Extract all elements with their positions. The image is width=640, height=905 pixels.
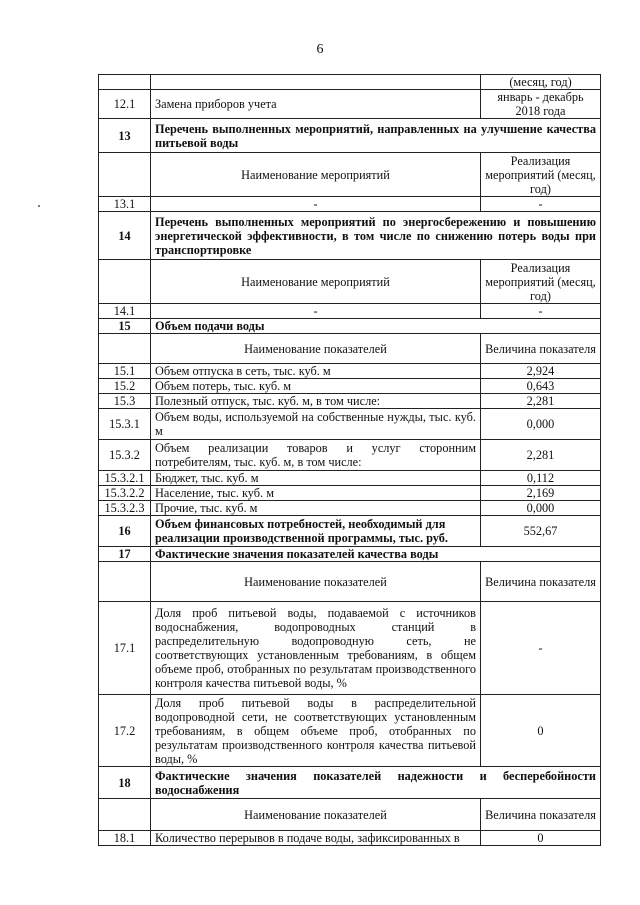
row-name: [151, 75, 481, 90]
table-row: [99, 364, 601, 379]
column-header-name: Наименование показателей: [151, 562, 481, 602]
section-title: Перечень выполненных мероприятий, направленных на улучшение качества питьевой воды: [151, 119, 601, 153]
table-row: [99, 440, 601, 471]
row-name: Полезный отпуск, тыс. куб. м, в том числе:: [151, 394, 481, 409]
row-value: 0,000: [481, 409, 601, 440]
section-row: [99, 319, 601, 334]
table-row: [99, 409, 601, 440]
section-row: [99, 119, 601, 153]
row-value: 2,281: [481, 440, 601, 471]
section-row: [99, 212, 601, 260]
row-value: -: [481, 304, 601, 319]
table-row: [99, 379, 601, 394]
row-value: 0,643: [481, 379, 601, 394]
column-header-name: Наименование показателей: [151, 799, 481, 831]
row-number: 15.1: [99, 364, 151, 379]
section-number: 13: [99, 119, 151, 153]
page-number: 6: [316, 42, 324, 57]
row-name: Объем потерь, тыс. куб. м: [151, 379, 481, 394]
header-row: [99, 799, 601, 831]
section-row: [99, 516, 601, 547]
row-name: Количество перерывов в подаче воды, зафиксированных в: [151, 831, 481, 846]
scan-artifact: [38, 205, 40, 207]
production-program-table: [98, 74, 601, 846]
row-value: 0: [481, 831, 601, 846]
column-header-value: Величина показателя: [481, 562, 601, 602]
section-row: [99, 767, 601, 799]
row-value: 0,000: [481, 501, 601, 516]
section-title: Объем финансовых потребностей, необходимый для реализации производственной программы, тыс. руб.: [151, 516, 481, 547]
row-number: 15.3.1: [99, 409, 151, 440]
row-name: Замена приборов учета: [151, 90, 481, 119]
section-value: 552,67: [481, 516, 601, 547]
row-value: 2,281: [481, 394, 601, 409]
row-name: Население, тыс. куб. м: [151, 486, 481, 501]
row-name: Объем воды, используемой на собственные нужды, тыс. куб. м: [151, 409, 481, 440]
row-value: 0,112: [481, 471, 601, 486]
empty-cell: [99, 562, 151, 602]
row-number: 15.3.2.2: [99, 486, 151, 501]
header-row: [99, 562, 601, 602]
column-header-name: Наименование мероприятий: [151, 260, 481, 304]
empty-cell: [99, 153, 151, 197]
empty-cell: [99, 334, 151, 364]
row-name: Объем реализации товаров и услуг сторонним потребителям, тыс. куб. м, в том числе:: [151, 440, 481, 471]
table-row: [99, 304, 601, 319]
row-name: -: [151, 197, 481, 212]
row-value: 2,924: [481, 364, 601, 379]
empty-cell: [99, 799, 151, 831]
header-row: [99, 153, 601, 197]
section-number: 16: [99, 516, 151, 547]
row-value: -: [481, 197, 601, 212]
header-row: [99, 260, 601, 304]
row-name: Объем отпуска в сеть, тыс. куб. м: [151, 364, 481, 379]
table-row: [99, 197, 601, 212]
row-number: 17.2: [99, 695, 151, 767]
row-number: 14.1: [99, 304, 151, 319]
column-header-name: Наименование показателей: [151, 334, 481, 364]
row-number: 13.1: [99, 197, 151, 212]
section-number: 14: [99, 212, 151, 260]
row-name: Доля проб питьевой воды в распределительной водопроводной сети, не соответствующих установленным требованиям, в общем объеме проб, отобранных по результатам производственного контроля качества питьевой воды, %: [151, 695, 481, 767]
section-title: Объем подачи воды: [151, 319, 601, 334]
row-value: -: [481, 602, 601, 695]
section-title: Перечень выполненных мероприятий по энергосбережению и повышению энергетической эффективности, в том числе по снижению потерь воды при транспортировке: [151, 212, 601, 260]
row-number: 18.1: [99, 831, 151, 846]
column-header-value: Реализация мероприятий (месяц, год): [481, 260, 601, 304]
table-row: [99, 501, 601, 516]
row-number: [99, 75, 151, 90]
section-number: 17: [99, 547, 151, 562]
table-row: [99, 602, 601, 695]
table-row: [99, 75, 601, 90]
empty-cell: [99, 260, 151, 304]
row-value: (месяц, год): [481, 75, 601, 90]
table-row: [99, 90, 601, 119]
row-value: 2,169: [481, 486, 601, 501]
table-row: [99, 695, 601, 767]
row-value: январь - декабрь 2018 года: [481, 90, 601, 119]
row-number: 15.2: [99, 379, 151, 394]
row-name: Прочие, тыс. куб. м: [151, 501, 481, 516]
row-number: 15.3.2.3: [99, 501, 151, 516]
section-number: 18: [99, 767, 151, 799]
row-number: 15.3.2: [99, 440, 151, 471]
row-number: 15.3.2.1: [99, 471, 151, 486]
row-name: Бюджет, тыс. куб. м: [151, 471, 481, 486]
column-header-value: Величина показателя: [481, 334, 601, 364]
section-title: Фактические значения показателей надежности и бесперебойности водоснабжения: [151, 767, 601, 799]
row-number: 12.1: [99, 90, 151, 119]
table-row: [99, 831, 601, 846]
column-header-name: Наименование мероприятий: [151, 153, 481, 197]
section-row: [99, 547, 601, 562]
section-number: 15: [99, 319, 151, 334]
table-row: [99, 486, 601, 501]
header-row: [99, 334, 601, 364]
section-title: Фактические значения показателей качества воды: [151, 547, 601, 562]
column-header-value: Величина показателя: [481, 799, 601, 831]
table-row: [99, 471, 601, 486]
row-number: 17.1: [99, 602, 151, 695]
row-number: 15.3: [99, 394, 151, 409]
table-row: [99, 394, 601, 409]
row-name: Доля проб питьевой воды, подаваемой с источников водоснабжения, водопроводных станций в распределительную водопроводную сеть, не соответствующих установленным требованиям, в общем объеме проб, отобранных по результатам производственного контроля качества питьевой воды, %: [151, 602, 481, 695]
row-name: -: [151, 304, 481, 319]
column-header-value: Реализация мероприятий (месяц, год): [481, 153, 601, 197]
row-value: 0: [481, 695, 601, 767]
